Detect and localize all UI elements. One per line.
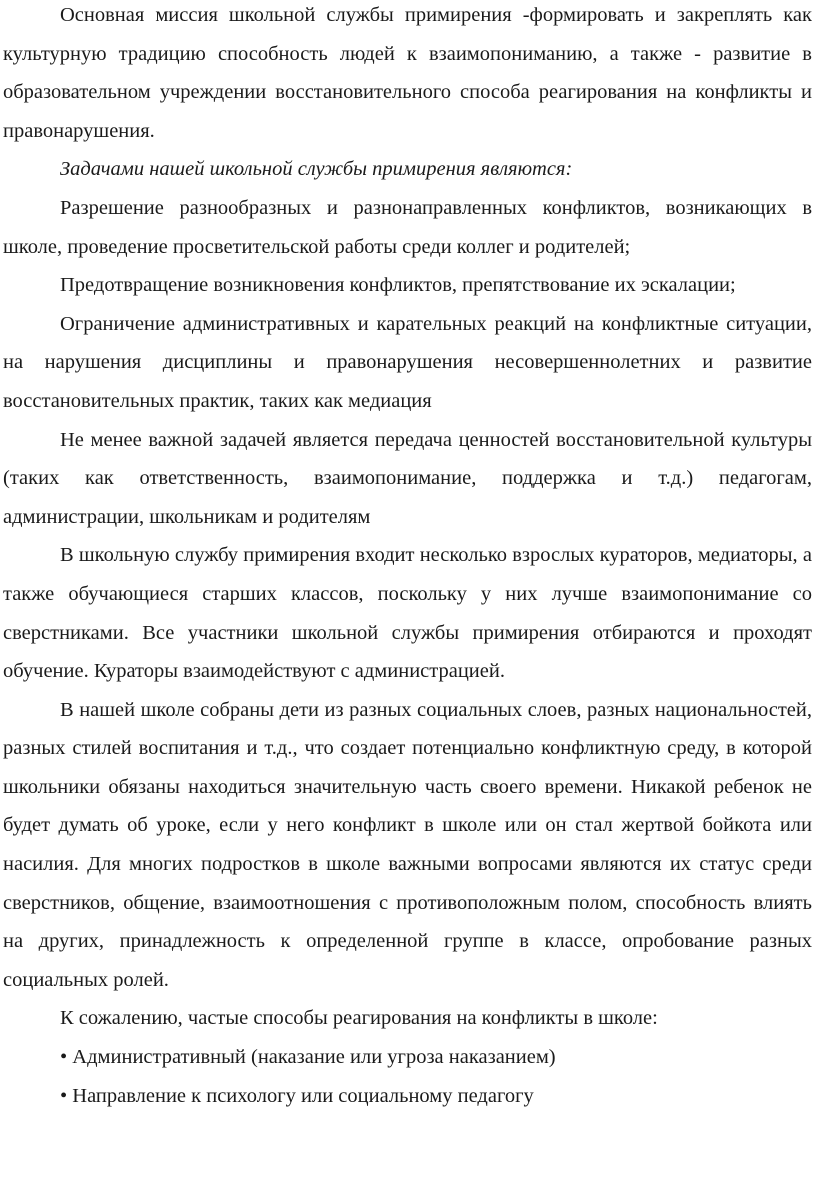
paragraph-service-members: В школьную службу примирения входит несколько взрослых кураторов, медиаторы, а также обучающиеся старших классов, поскольку у них лучше взаимопонимание со сверстниками. Все участники школьной службы примирения отбираются и проходят обучение. Кураторы взаимодействуют с администрацией. [3, 544, 812, 683]
paragraph-task-limitation: Ограничение административных и карательных реакций на конфликтные ситуации, на нарушения дисциплины и правонарушения несовершеннолетних и развитие восстановительных практик, таких как медиация [3, 312, 812, 412]
paragraph-school-context: В нашей школе собраны дети из разных социальных слоев, разных национальностей, разных стилей воспитания и т.д., что создает потенциально конфликтную среду, в которой школьники обязаны находиться значительную часть своего времени. Никакой ребенок не будет думать об уроке, если у него конфликт в школе или он стал жертвой бойкота или насилия. Для многих подростков в школе важными вопросами являются их статус среди сверстников, общение, взаимоотношения с противоположным полом, способность влиять на других, принадлежность к определенной группе в классе, опробование разных социальных ролей. [3, 698, 812, 991]
list-item-administrative: • Административный (наказание или угроза наказанием) [60, 1046, 556, 1069]
paragraph-task-values: Не менее важной задачей является передача ценностей восстановительной культуры (таких как ответственность, взаимопонимание, поддержка и т.д.) педагогам, администрации, школьникам и родителям [3, 428, 812, 528]
paragraph-mission: Основная миссия школьной службы примирения -формировать и закреплять как культурную традицию способность людей к взаимопониманию, а также - развитие в образовательном учреждении восстановительного способа реагирования на конфликты и правонарушения. [3, 4, 812, 142]
paragraph-task-resolution: Разрешение разнообразных и разнонаправленных конфликтов, возникающих в школе, проведение просветительской работы среди коллег и родителей; [3, 196, 812, 258]
paragraph-tasks-heading: Задачами нашей школьной службы примирения являются: [60, 158, 573, 181]
paragraph-reaction-methods: К сожалению, частые способы реагирования на конфликты в школе: [60, 1007, 658, 1030]
paragraph-task-prevention: Предотвращение возникновения конфликтов, препятствование их эскалации; [60, 274, 736, 297]
list-item-referral: • Направление к психологу или социальному педагогу [60, 1084, 534, 1107]
